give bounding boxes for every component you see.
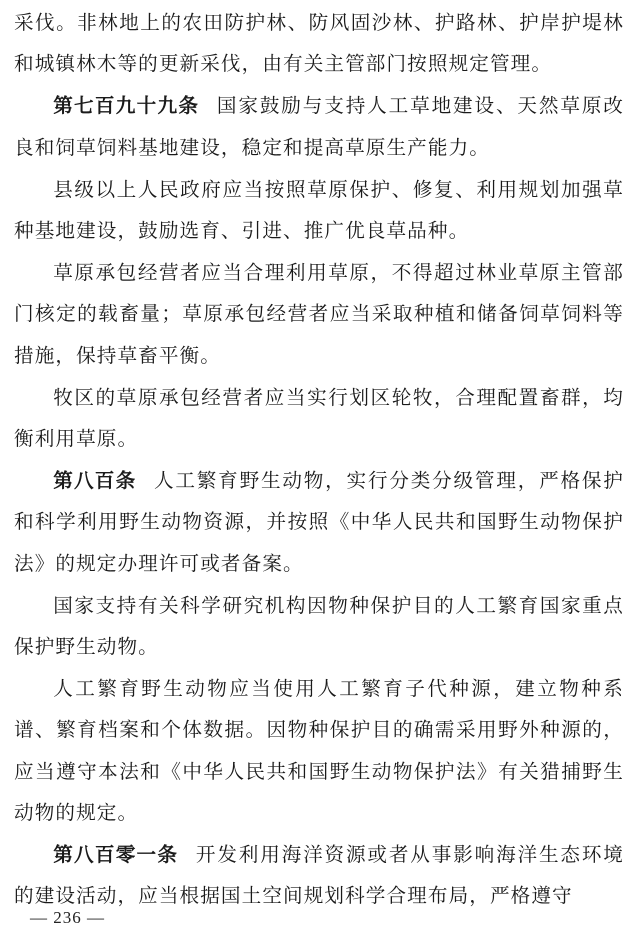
article-number: 第八百零一条 <box>53 843 179 867</box>
paragraph-text: 开发利用海洋资源或者从事影响海洋生态环境的建设活动，应当根据国土空间规划科学合理布局，严格遵守 <box>14 843 624 908</box>
paragraph-text: 人工繁育野生动物，实行分类分级管理，严格保护和科学利用野生动物资源，并按照《中华人民共和国野生动物保护法》的规定办理许可或者备案。 <box>14 469 625 575</box>
paragraph-text: 草原承包经营者应当合理利用草原，不得超过林业草原主管部门核定的载畜量；草原承包经营者应当采取种植和储备饲草饲料等措施，保持草畜平衡。 <box>14 261 624 367</box>
page-number: — 236 — <box>30 908 105 927</box>
paragraph-text: 牧区的草原承包经营者应当实行划区轮牧，合理配置畜群，均衡利用草原。 <box>14 385 624 451</box>
paragraph-text: 国家支持有关科学研究机构因物种保护目的人工繁育国家重点保护野生动物。 <box>14 593 624 659</box>
paragraph-2 <box>14 169 624 251</box>
paragraph-text: 国家鼓励与支持人工草地建设、天然草原改良和饲草饲料基地建设，稳定和提高草原生产能力。 <box>14 94 624 159</box>
paragraph-text: 人工繁育野生动物应当使用人工繁育子代种源，建立物种系谱、繁育档案和个体数据。因物种保护目的确需采用野外种源的，应当遵守本法和《中华人民共和国野生动物保护法》有关猎捕野生动物的规定。 <box>14 677 624 824</box>
paragraph-7 <box>14 668 624 833</box>
paragraph-4 <box>14 377 624 459</box>
paragraph-6 <box>14 585 624 667</box>
paragraph-0 <box>14 2 624 84</box>
paragraph-text: 采伐。非林地上的农田防护林、防风固沙林、护路林、护岸护堤林和城镇林木等的更新采伐，由有关主管部门按照规定管理。 <box>14 11 624 76</box>
paragraph-3 <box>14 252 624 376</box>
paragraph-5 <box>14 460 624 584</box>
paragraph-8 <box>14 834 624 916</box>
article-number: 第八百条 <box>53 469 137 493</box>
document-body <box>14 2 624 917</box>
paragraph-1 <box>14 85 624 167</box>
paragraph-text: 县级以上人民政府应当按照草原保护、修复、利用规划加强草种基地建设，鼓励选育、引进、推广优良草品种。 <box>14 177 624 243</box>
article-number: 第七百九十九条 <box>53 94 200 118</box>
